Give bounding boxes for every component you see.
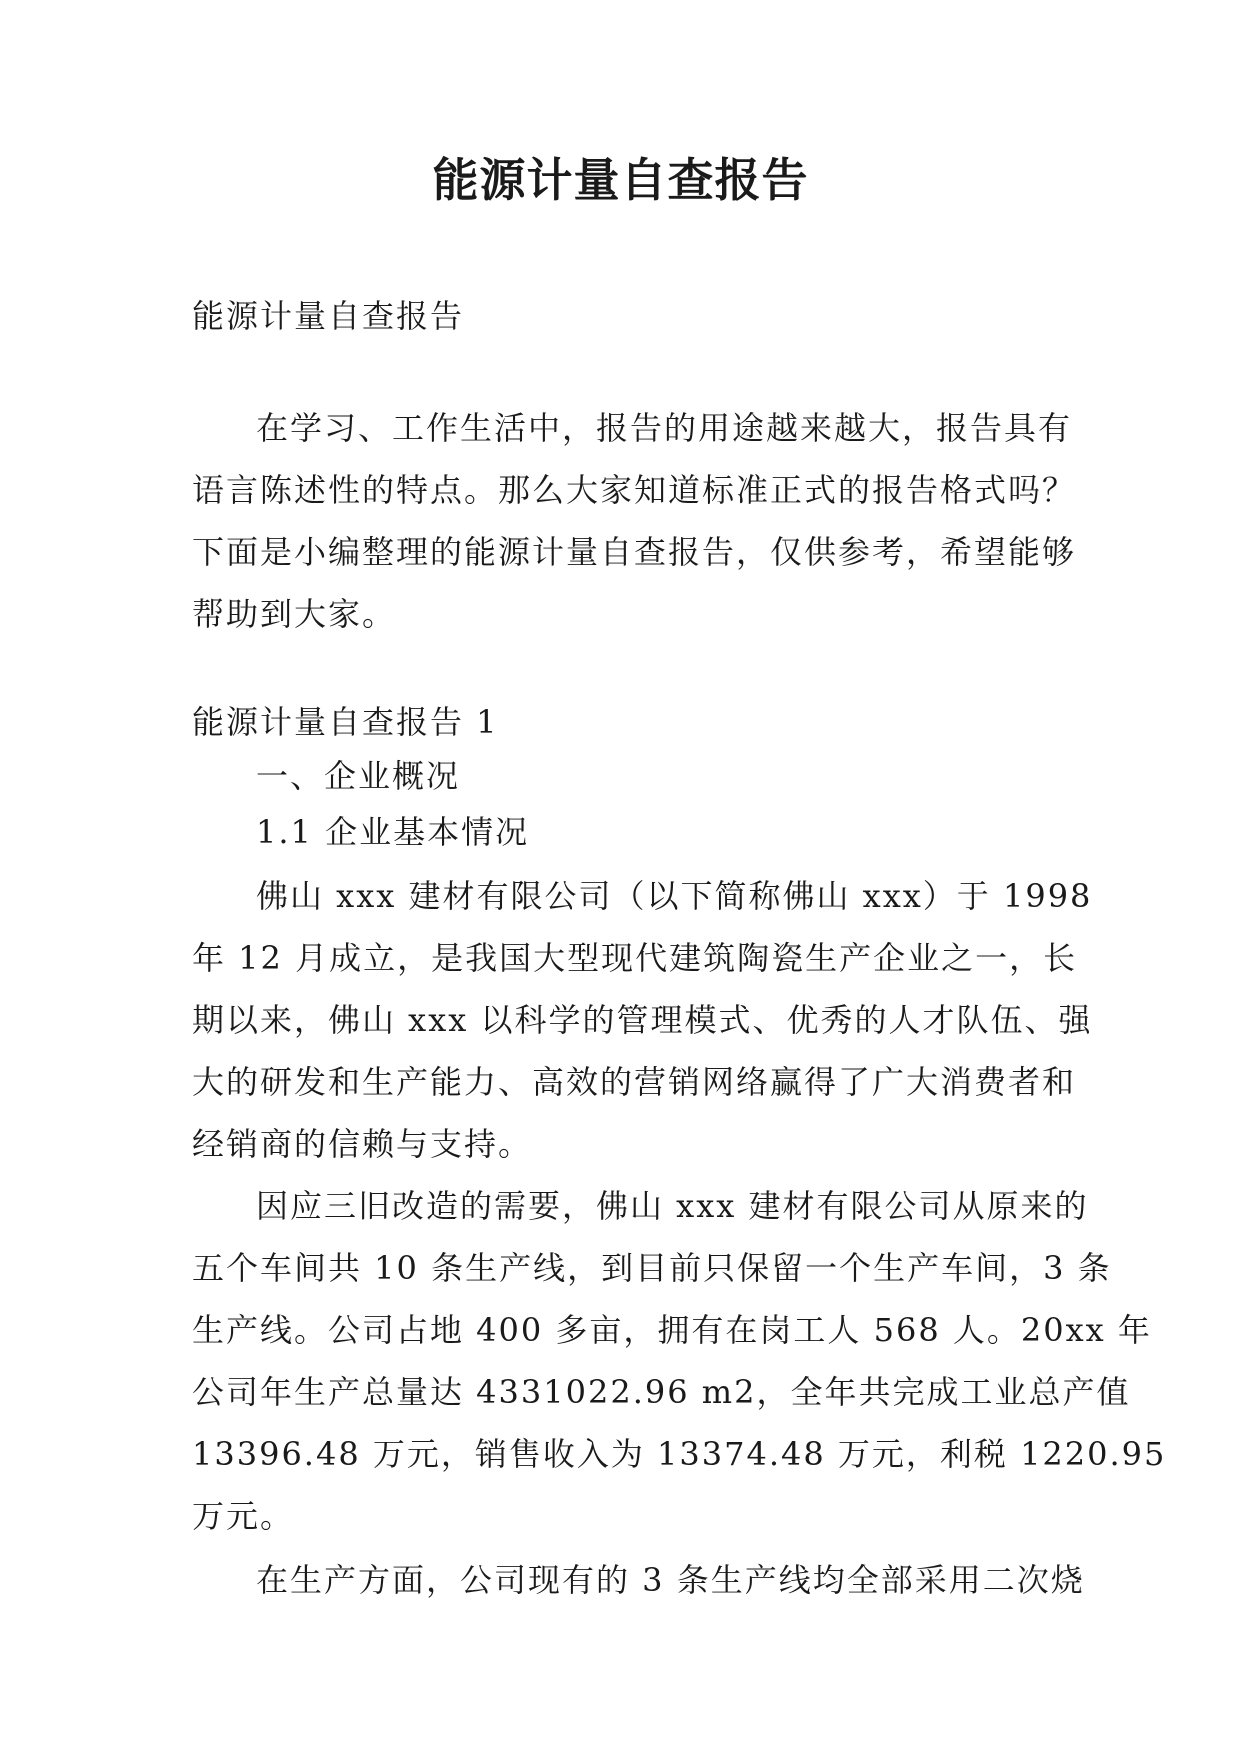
sub-subsection-heading: 1.1 企业基本情况 — [256, 813, 530, 851]
paragraph-2-line-5: 13396.48 万元，销售收入为 13374.48 万元，利税 1220.95 — [192, 1435, 1167, 1473]
section-heading: 能源计量自查报告 1 — [192, 703, 499, 741]
paragraph-1-line-3: 期以来，佛山 xxx 以科学的管理模式、优秀的人才队伍、强 — [192, 1001, 1093, 1039]
intro-line-1: 在学习、工作生活中，报告的用途越来越大，报告具有 — [256, 409, 1073, 447]
paragraph-2-line-2: 五个车间共 10 条生产线，到目前只保留一个生产车间，3 条 — [192, 1249, 1112, 1287]
intro-line-4: 帮助到大家。 — [192, 595, 397, 633]
paragraph-1-line-2: 年 12 月成立，是我国大型现代建筑陶瓷生产企业之一，长 — [192, 939, 1078, 977]
paragraph-2-line-3: 生产线。公司占地 400 多亩，拥有在岗工人 568 人。20xx 年 — [192, 1311, 1152, 1349]
paragraph-3-line-1: 在生产方面，公司现有的 3 条生产线均全部采用二次烧 — [256, 1561, 1085, 1599]
document-title: 能源计量自查报告 — [432, 153, 809, 207]
paragraph-1-line-1: 佛山 xxx 建材有限公司（以下简称佛山 xxx）于 1998 — [256, 877, 1093, 915]
intro-line-3: 下面是小编整理的能源计量自查报告，仅供参考，希望能够 — [192, 533, 1077, 571]
paragraph-1-line-5: 经销商的信赖与支持。 — [192, 1125, 533, 1163]
paragraph-2-line-4: 公司年生产总量达 4331022.96 m2，全年共完成工业总产值 — [192, 1373, 1131, 1411]
intro-line-2: 语言陈述性的特点。那么大家知道标准正式的报告格式吗？ — [192, 471, 1077, 509]
paragraph-2-line-1: 因应三旧改造的需要，佛山 xxx 建材有限公司从原来的 — [256, 1187, 1089, 1225]
subsection-heading: 一、企业概况 — [256, 757, 461, 795]
paragraph-1-line-4: 大的研发和生产能力、高效的营销网络赢得了广大消费者和 — [192, 1063, 1077, 1101]
paragraph-2-line-6: 万元。 — [192, 1497, 295, 1535]
subtitle: 能源计量自查报告 — [192, 297, 465, 335]
